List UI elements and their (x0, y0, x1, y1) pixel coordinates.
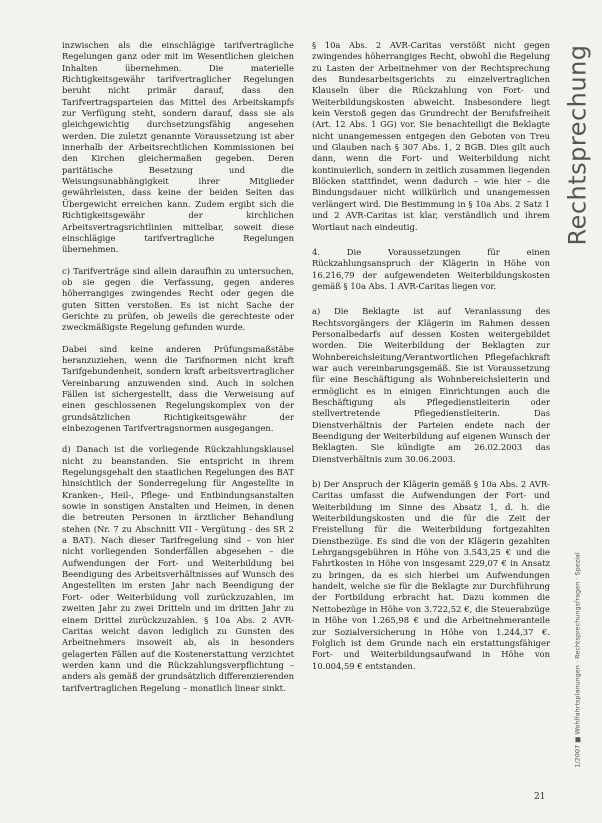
section-title-text: Rechtsprechung (564, 44, 592, 246)
paragraph: c) Tarifverträge sind allein daraufhin zu untersuchen, ob sie gegen die Verfassung, gegen anderes höherrangiges zwingendes Recht oder gegen die guten Sitten verstoßen. Es ist nicht Sache der Gerichte zu prüfen, ob jeweils die gerechteste oder zweckmäßigste Regelung gefunden wurde. (62, 265, 294, 333)
paragraph: 4. Die Voraussetzungen für einen Rückzahlungsanspruch der Klägerin in Höhe von 16.216,79 der aufgewendeten Weiterbildungskosten gemäß § 10a Abs. 1 AVR-Caritas liegen vor. (312, 246, 550, 291)
paragraph: Dabei sind keine anderen Prüfungsmaßstäbe heranzuziehen, wenn die Tarifnormen nicht kraft Tarifgebundenheit, sondern kraft arbeitsvertraglicher Vereinbarung anzuwenden sind. Auch in solchen Fällen ist sichergestellt, dass die Verweisung auf einen geschlossenen Regelungskomplex von der grundsätzlichen Richtigkeitsgewähr der einbezogenen Tarifvertragsnormen ausgegangen. (62, 343, 294, 433)
section-title-vertical (562, 40, 594, 250)
paragraph: a) Die Beklagte ist auf Veranlassung des Rechtsvorgängers der Klägerin im Rahmen dessen Personalbedarfs auf dessen Kosten weitergebildet worden. Die Weiterbildung der Beklagten zur Wohnbereichsleitung/Verantwortlichen Pflegefachkraft war auch vereinbarungsgemäß. Sie ist Voraussetzung für eine Beschäftigung als Wohnbereichsleiterin und ermöglicht es in einigen Einrichtungen auch die Beschäftigung als Pflegedienstleiterin oder stellvertretende Pflegedienstleiterin. Das Dienstverhältnis der Parteien endete nach der Beendigung der Weiterbildung auf eigenen Wunsch der Beklagten. Sie kündigte am 26.02.2003 das Dienstverhältnis zum 30.06.2003. (312, 306, 550, 464)
right-column (312, 40, 550, 682)
page-number: 21 (534, 792, 546, 802)
journal-info-vertical (572, 515, 584, 805)
left-column (62, 40, 294, 704)
paragraph: § 10a Abs. 2 AVR-Caritas verstößt nicht gegen zwingendes höherrangiges Recht, obwohl die Regelung zu Lasten der Arbeitnehmer von der Rechtsprechung des Bundesarbeitsgerichts zu einzelvertraglichen Klauseln über die Rückzahlung von Fort- und Weiterbildungskosten abweicht. Insbesondere liegt kein Verstoß gegen das Grundrecht der Berufsfreiheit (Art. 12 Abs. 1 GG) vor. Sie benachteiligt die Beklagte nicht unangemessen entgegen den Geboten von Treu und Glauben nach § 307 Abs. 1, 2 BGB. Dies gilt auch dann, wenn die Fort- und Weiterbildung nicht kontinuierlich, sondern in zeitlich zusammen liegenden Blöcken stattfindet, wenn dadurch – wie hier – die Bindungsdauer nicht willkürlich und unangemessen verlängert wird. Die Bestimmung in § 10a Abs. 2 Satz 1 und 2 AVR-Caritas ist klar, verständlich und ihrem Wortlaut nach eindeutig. (312, 40, 550, 232)
paragraph: d) Danach ist die vorliegende Rückzahlungsklausel nicht zu beanstanden. Sie entspricht in ihrem Regelungsgehalt den staatlichen Regelungen des BAT hinsichtlich der Sonderregelung für Angestellte in Kranken-, Heil-, Pflege- und Entbindungsanstalten sowie in sonstigen Anstalten und Heimen, in denen die betreuten Personen in ärztlicher Behandlung stehen (Nr. 7 zu Abschnitt VII - Vergütung - des SR 2 a BAT). Nach dieser Tarifregelung sind – von hier nicht vorliegenden Sonderfällen abgesehen – die Aufwendungen der Fort- und Weiterbildung bei Beendigung des Arbeitsverhältnisses auf Wunsch des Angestellten im ersten Jahr nach Beendigung der Fort- oder Weiterbildung voll zurückzuzahlen, im zweiten Jahr zu zwei Dritteln und im dritten Jahr zu einem Drittel zurückzuzahlen. § 10a Abs. 2 AVR-Caritas weicht davon lediglich zu Gunsten des Arbeitnehmers insoweit ab, als in besonders gelagerten Fällen auf die Kostenerstattung verzichtet werden kann und die Rückzahlungsverpflichtung – anders als gemäß der grundsätzlich differenzierenden tarifvertraglichen Regelung – monatlich linear sinkt. (62, 444, 294, 693)
paragraph: b) Der Anspruch der Klägerin gemäß § 10a Abs. 2 AVR-Caritas umfasst die Aufwendungen der Fort- und Weiterbildung im Sinne des Absatz 1, d. h. die Weiterbildungskosten und die für die Zeit der Freistellung für die Weiterbildung fortgezahlten Dienstbezüge. Es sind die von der Klägerin gezahlten Lehrgangsgebühren in Höhe von 3.543,25 € und die Fahrtkosten in Höhe von insgesamt 229,07 € in Ansatz zu bringen, da es sich hierbei um Aufwendungen handelt, welche sie für die Beklagte zur Durchführung der Fortbildung erbracht hat. Dazu kommen die Nettobezüge in Höhe von 3.722,52 €, die Steuerabzüge in Höhe von 1.265,98 € und die Arbeitnehmeranteile zur Sozialversicherung in Höhe von 1.244,37 €. Folglich ist dem Grunde nach ein erstattungsfähiger Fort- und Weiterbildungsaufwand in Höhe von 10.004,59 € entstanden. (312, 479, 550, 671)
journal-info-text: 1/2007 ■ Wohlfahrtsplanungen · Rechtsprechungsfragen · Spezial (574, 552, 582, 768)
paragraph: inzwischen als die einschlägige tarifvertragliche Regelungen ganz oder mit im Wesentlichen gleichen Inhalten übernehmen. Die materielle Richtigkeitsgewähr tarifvertraglicher Regelungen beruht nicht primär darauf, dass den Tarifvertragsparteien das Mittel des Arbeitskampfs zur Verfügung steht, sondern darauf, dass sie als gleichgewichtig durchsetzungsfähig angesehen werden. Die zuletzt genannte Voraussetzung ist aber innerhalb der Arbeitsrechtlichen Kommissionen bei den Kirchen gleichermaßen gegeben. Deren paritätische Besetzung und die Weisungsunabhängigkeit ihrer Mitglieder gewährleisten, dass keine der beiden Seiten das Übergewicht erreichen kann. Zudem ergibt sich die Richtigkeitsgewähr der kirchlichen Arbeitsvertragsrichtlinien mittelbar, soweit diese einschlägige tarifvertragliche Regelungen übernehmen. (62, 40, 294, 255)
